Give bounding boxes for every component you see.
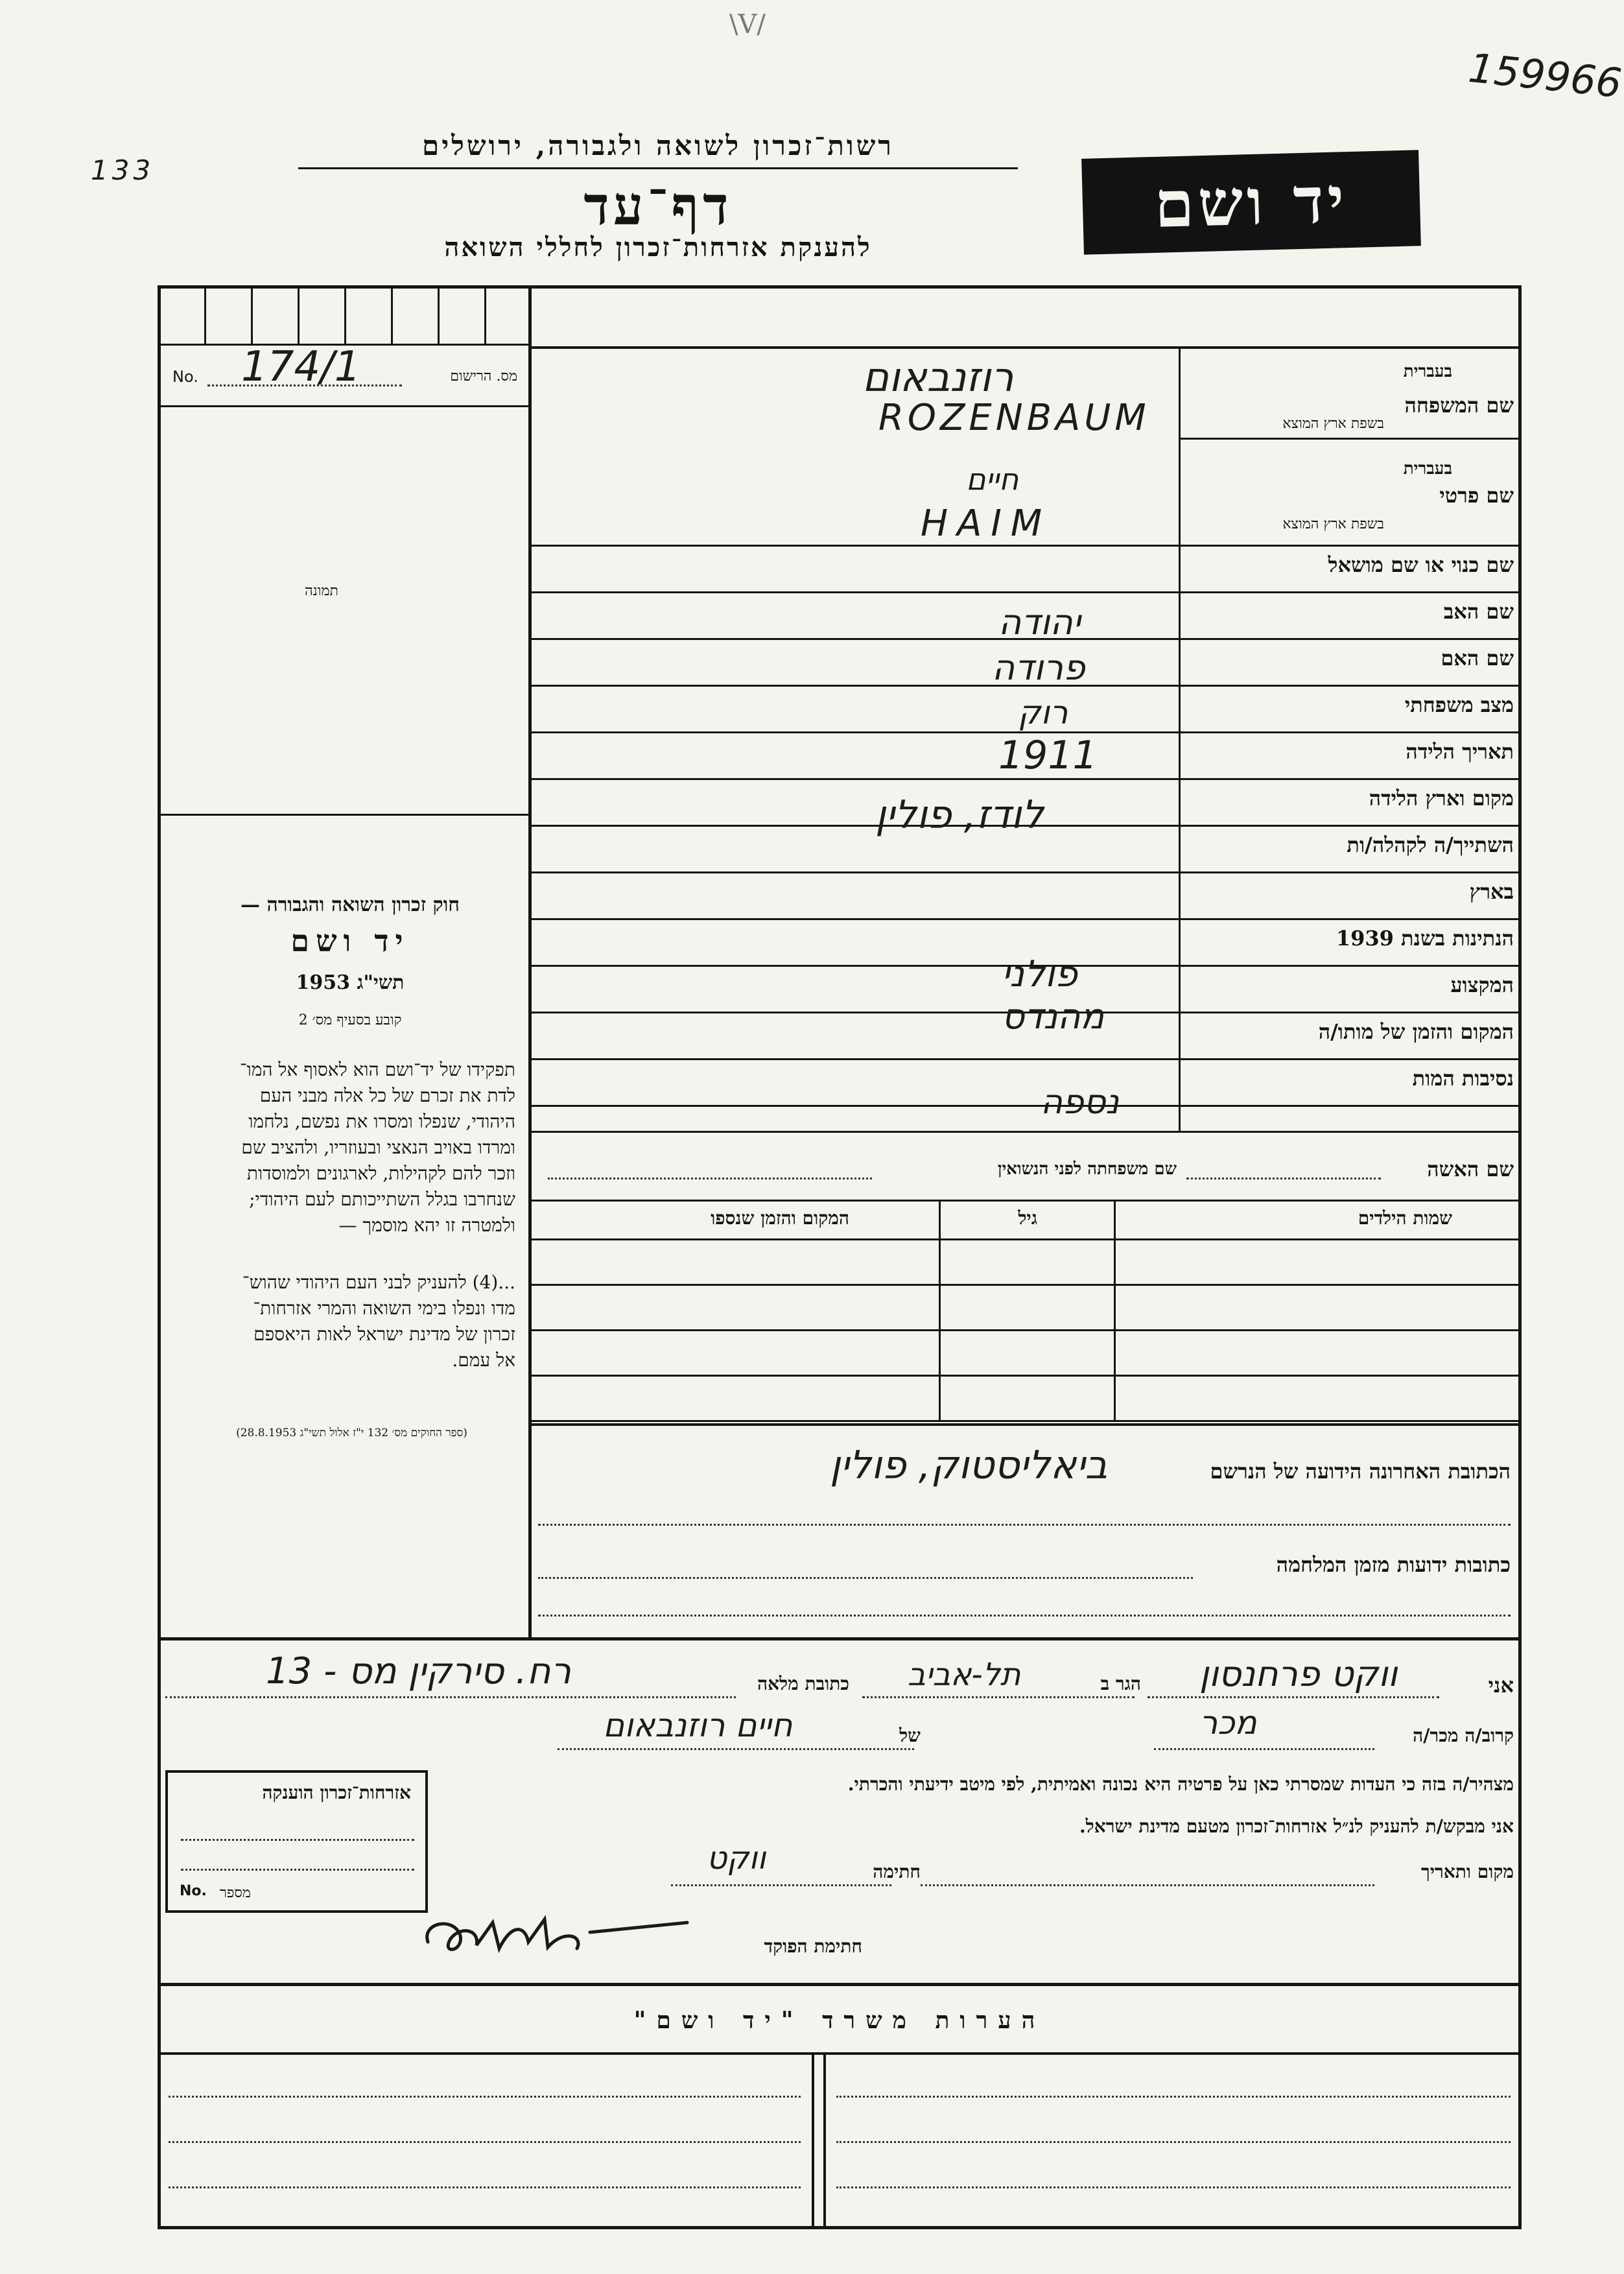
law-heading: חוק זכרון השואה והגבורה — <box>241 894 460 916</box>
witness-name: ווקט פרחנסון <box>1199 1653 1398 1694</box>
office-notes-title: הערות משרד "יד ושם" <box>633 2007 1046 2034</box>
column-divider <box>528 285 532 1640</box>
witness-resides-label: הגר ב <box>1100 1673 1141 1694</box>
law-name: יד ושם <box>290 923 410 958</box>
value-marital: רוק <box>1018 694 1068 731</box>
value-father: יהודה <box>998 602 1081 643</box>
label-citizenship: הנתינות בשנת 1939 <box>1336 926 1514 951</box>
wife-maiden-label: שם משפחתה לפני הנשואין <box>997 1159 1177 1179</box>
signature-label: חתימה <box>873 1861 921 1882</box>
place-date-label: מקום ותאריך <box>1420 1861 1514 1882</box>
registration-label: מס. הרישום <box>450 368 517 385</box>
witness-city: תל-אביב <box>908 1657 1021 1693</box>
value-profession: מהנדס <box>1002 996 1105 1037</box>
officer-signature-icon <box>415 1897 700 1968</box>
value-first-latin: HAIM <box>921 503 1052 545</box>
children-age-header: גיל <box>1018 1207 1037 1229</box>
full-address-label: כתובת מלאה <box>757 1673 849 1694</box>
request-text: אני מבקש/ת להעניק לנ״ל אזרחות־זכרון מטעם מדינת ישראל. <box>1079 1816 1514 1837</box>
witness-i-label: אני <box>1488 1673 1514 1698</box>
label-profession: המקצוע <box>1450 973 1514 997</box>
law-year: תשי"ג 1953 <box>296 971 405 994</box>
authority-name: רשות־זכרון לשואה ולגבורה, ירושלים <box>422 130 894 161</box>
law-paragraph-2: ...(4) להעניק לבני העם היהודי שהוש־ מדו ונפלו בימי השואה והמרי אזרחות־ זכרון של מדינת ישראל לאות היאספם אל עמם. <box>242 1272 515 1371</box>
relative-label: קרוב/ה מכר/ה <box>1413 1725 1514 1746</box>
label-first-name: שם פרטי <box>1439 483 1514 508</box>
granted-box <box>165 1770 428 1913</box>
declaration-text: מצהיר/ה בזה כי העדות שמסרתי כאן על פרטיה היא נכונה ואמיתית, לפי מיטב ידיעתי והכרתי. <box>847 1773 1514 1795</box>
value-birth-date: 1911 <box>998 733 1098 778</box>
witness-relation: מכר <box>1199 1704 1257 1742</box>
war-address-label: כתובות ידועות מזמן המלחמה <box>1276 1552 1511 1577</box>
children-names-header: שמות הילדים <box>1358 1207 1452 1229</box>
label-community: השתייך/ה לקהלה/ות <box>1347 833 1514 857</box>
label-death-place: המקום והזמן של מותו/ה <box>1318 1019 1514 1044</box>
form-subtitle: להענקת אזרחות־זכרון לחללי השואה <box>444 232 872 263</box>
label-marital: מצב משפחתי <box>1404 693 1514 717</box>
page-number: 133 <box>91 154 155 186</box>
witness-of-whom: חיים רוזנבאום <box>603 1707 793 1744</box>
value-mother: פרודה <box>992 647 1085 688</box>
granted-title: אזרחות־זכרון הוענקה <box>262 1782 411 1803</box>
value-family-latin: ROZENBAUM <box>878 397 1150 439</box>
label-mother: שם האם <box>1441 646 1514 670</box>
hebrew-sublabel-family: בעברית <box>1403 362 1452 381</box>
label-death-circ: נסיבות המות <box>1412 1066 1514 1091</box>
no-label: No. <box>172 368 198 386</box>
registration-number <box>170 343 520 399</box>
label-nickname: שם כנוי או שם מושאל <box>1328 552 1514 577</box>
value-family-hebrew: רוזנבאום <box>862 353 1014 401</box>
photo-label: תמונה <box>305 583 338 599</box>
value-birth-place: לודז, פולין <box>875 792 1044 838</box>
law-source: (ספר החוקים מס׳ 132 י"ז אלול תשי"ג 28.8.1953) <box>236 1427 467 1439</box>
label-birth-date: תאריך הלידה <box>1406 739 1514 764</box>
label-family-name: שם המשפחה <box>1404 393 1514 418</box>
label-father: שם האב <box>1443 599 1514 624</box>
of-label: של <box>899 1725 921 1746</box>
top-mark: \V/ <box>729 10 766 40</box>
signature-value: ווקט <box>707 1840 766 1877</box>
officer-signature-label: חתימת הפוקד <box>764 1936 862 1957</box>
logo-text: יד ושם <box>1153 162 1349 243</box>
last-address-label: הכתובת האחרונה הידועה של הנרשם <box>1210 1459 1511 1484</box>
law-paragraph-1: תפקידו של יד־ושם הוא לאסוף אל המו־ לדת את זכרם של כל אלה מבני העם היהודי, שנפלו ומסרו את נפשם, נלחמו ומרדו באויב הנאצי ובעוזריו, ולהציב שם וזכר להם לקהילות, לארגונים ולמוסדות שנחרבו בגלל השתייכותם לעם היהודי; ולמטרה זו יהא מוסמך — <box>239 1059 515 1236</box>
value-citizenship: פולני <box>1002 953 1078 995</box>
label-in-country: בארץ <box>1469 879 1514 904</box>
origin-sublabel-family: בשפת ארץ המוצא <box>1282 416 1384 432</box>
value-first-hebrew: חיים <box>966 462 1019 497</box>
archive-number: 159966 <box>1466 43 1624 108</box>
label-birth-place: מקום וארץ הלידה <box>1369 786 1514 811</box>
witness-street: רח. סירקין מס - 13 <box>266 1650 572 1692</box>
form-title: דף־עד <box>583 175 733 237</box>
registration-value: 174/1 <box>241 343 361 391</box>
authority-underline <box>298 167 1018 169</box>
granted-number-label: מספר <box>220 1885 251 1901</box>
wife-row <box>538 1154 1514 1187</box>
last-address-value: ביאליסטוק, פולין <box>830 1443 1108 1488</box>
granted-no-label: No. <box>180 1883 207 1899</box>
origin-sublabel-first: בשפת ארץ המוצא <box>1282 516 1384 532</box>
value-death-circ: נספה <box>1041 1083 1120 1122</box>
hebrew-sublabel-first: בעברית <box>1403 459 1452 479</box>
children-place-header: המקום והזמן שנספו <box>711 1207 849 1229</box>
law-clause: קובע בסעיף מס׳ 2 <box>298 1012 402 1028</box>
yad-vashem-logo <box>1081 150 1421 255</box>
wife-label: שם האשה <box>1427 1157 1514 1181</box>
